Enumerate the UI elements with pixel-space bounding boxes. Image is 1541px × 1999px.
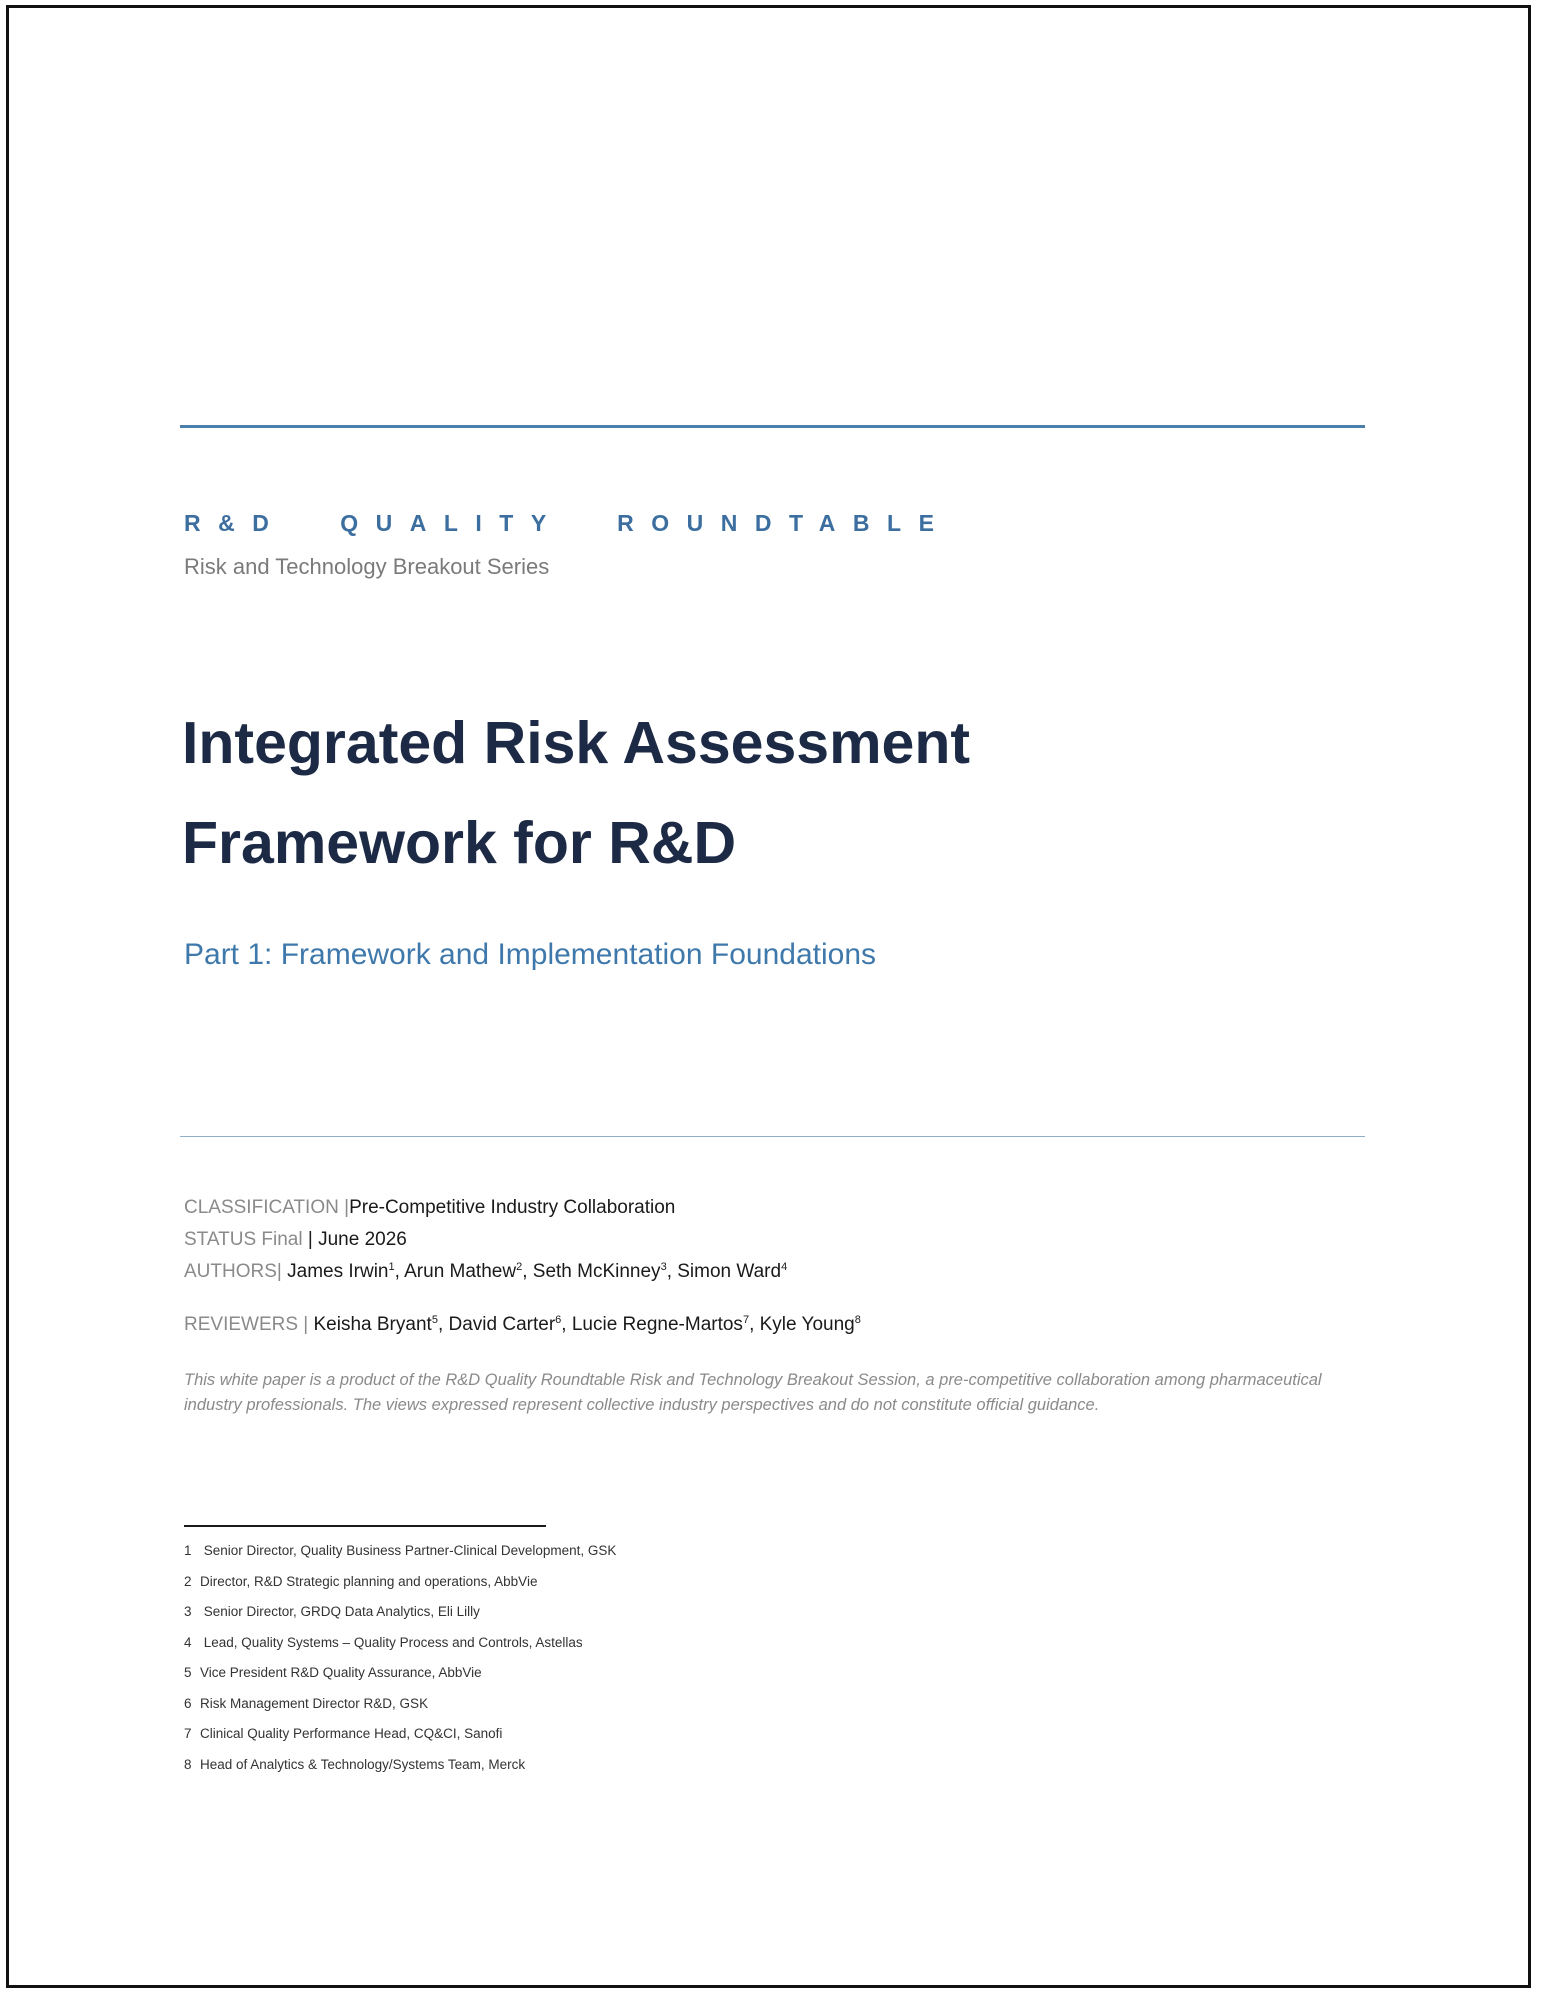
footnote-item <box>184 1694 616 1725</box>
footnote-ref: 8 <box>854 1314 861 1326</box>
footnote-ref: 6 <box>555 1314 562 1326</box>
footnote-text: Director, R&D Strategic planning and operations, AbbVie <box>200 1573 538 1589</box>
footnote-ref: 3 <box>660 1261 667 1273</box>
footnote-item <box>184 1755 616 1786</box>
footnote-number: 5 <box>184 1665 192 1680</box>
status-label: STATUS Final <box>184 1229 303 1250</box>
footnote-item <box>184 1572 616 1603</box>
footnote-ref: 4 <box>781 1261 788 1273</box>
status-value: | June 2026 <box>302 1229 407 1250</box>
footnote-number: 6 <box>184 1695 192 1711</box>
footnote-number: 7 <box>184 1726 192 1741</box>
disclaimer-text: This white paper is a product of the R&D Quality Roundtable Risk and Technology Breakout Session, a pre-competitive collaboration among pharmaceutical industry professionals. The views expressed represent collective industry perspectives and do not constitute official guidance. <box>184 1371 1322 1414</box>
reviewers-label: REVIEWERS | <box>184 1314 309 1335</box>
document-title <box>182 693 970 893</box>
list-separator: , <box>437 1314 449 1335</box>
title-line-1: Integrated Risk Assessment <box>182 710 971 776</box>
list-separator: , <box>561 1314 572 1335</box>
reviewers-list <box>308 1314 861 1335</box>
organization-name: R&D QUALITY ROUNDTABLE <box>184 510 952 536</box>
authors-label: AUTHORS| <box>184 1261 282 1282</box>
middle-divider <box>180 1136 1365 1137</box>
footnote-text: Clinical Quality Performance Head, CQ&CI, Sanofi <box>200 1726 503 1741</box>
list-separator: , <box>749 1314 760 1335</box>
reviewers-line <box>184 1314 861 1336</box>
footnote-text: Head of Analytics & Technology/Systems Team, Merck <box>200 1756 526 1772</box>
footnote-item <box>184 1602 616 1633</box>
series-name: Risk and Technology Breakout Series <box>184 554 550 579</box>
classification-line <box>184 1197 675 1219</box>
footnote-ref: 2 <box>516 1261 523 1273</box>
authors-line <box>184 1261 787 1283</box>
footnote-item <box>184 1663 616 1694</box>
person-name: James Irwin <box>281 1261 389 1282</box>
top-divider <box>180 425 1365 428</box>
person-name: Simon Ward <box>677 1261 782 1282</box>
classification-value: Pre-Competitive Industry Collaboration <box>349 1197 676 1218</box>
title-line-2: Framework for R&D <box>182 810 737 876</box>
classification-label: CLASSIFICATION | <box>184 1197 350 1218</box>
person-name: Kyle Young <box>759 1314 855 1335</box>
person-name: David Carter <box>448 1314 556 1335</box>
footnote-number: 2 <box>184 1573 192 1589</box>
footnote-ref: 5 <box>431 1314 438 1326</box>
footnote-item <box>184 1724 616 1755</box>
person-name: Lucie Regne-Martos <box>571 1314 743 1335</box>
document-subtitle: Part 1: Framework and Implementation Foundations <box>184 938 877 971</box>
footnote-list <box>184 1541 616 1785</box>
footnote-text: Risk Management Director R&D, GSK <box>200 1695 429 1711</box>
person-name: Seth McKinney <box>532 1261 661 1282</box>
list-separator: , <box>394 1261 405 1282</box>
footnote-number: 8 <box>184 1756 192 1772</box>
footnote-ref: 1 <box>388 1261 395 1273</box>
footnote-text: Senior Director, GRDQ Data Analytics, Eli Lilly <box>200 1604 480 1619</box>
footnote-text: Vice President R&D Quality Assurance, AbbVie <box>200 1665 482 1680</box>
footnote-ref: 7 <box>742 1314 750 1326</box>
footnote-number: 4 <box>184 1634 192 1650</box>
authors-list <box>282 1261 787 1282</box>
footnote-text: Senior Director, Quality Business Partner-Clinical Development, GSK <box>200 1543 617 1558</box>
list-separator: , <box>522 1261 533 1282</box>
footnote-number: 3 <box>184 1604 192 1619</box>
footnote-item <box>184 1541 616 1572</box>
status-line <box>184 1229 407 1251</box>
footnote-number: 1 <box>184 1543 192 1558</box>
footnote-separator <box>184 1525 546 1527</box>
person-name: Arun Mathew <box>404 1261 517 1282</box>
person-name: Keisha Bryant <box>308 1314 432 1335</box>
footnote-item <box>184 1633 616 1664</box>
footnote-text: Lead, Quality Systems – Quality Process and Controls, Astellas <box>200 1634 583 1650</box>
list-separator: , <box>666 1261 678 1282</box>
